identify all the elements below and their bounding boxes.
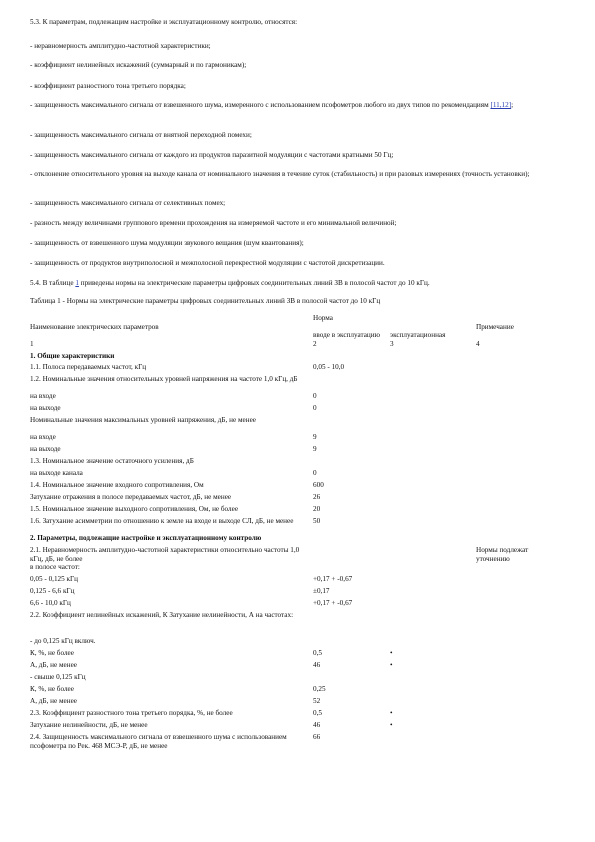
table-cell-c1: Затухание нелинейности, дБ, не менее [30, 721, 148, 729]
table-cell-c2: 9 [313, 433, 317, 441]
paragraph: - коэффициент разностного тона третьего порядка; [30, 82, 186, 90]
table-row [30, 416, 560, 433]
table-row [30, 637, 560, 649]
table-row [30, 721, 560, 733]
table-cell-c1: на входе [30, 433, 56, 441]
table-cell-c1: 1.2. Номинальные значения относительных уровней напряжения на частоте 1,0 кГц, дБ [30, 375, 298, 383]
col-number: 1 [30, 340, 34, 348]
table-cell-c1: 2.1. Неравномерность амплитудно-частотной характеристики относительно частоты 1,0 кГц, дБ, не более [30, 546, 300, 563]
table-cell-c2: 46 [313, 721, 321, 729]
table-row [30, 733, 560, 750]
paragraph: 5.3. К параметрам, подлежащим настройке и эксплуатационному контролю, относятся: [30, 18, 298, 26]
paragraph: - защищенность максимального сигнала от каждого из продуктов паразитной модуляции с частотами кратными 50 Гц; [30, 151, 394, 159]
table-row [30, 563, 560, 575]
header-commissioning: вводе в эксплуатацию [313, 331, 380, 339]
table-cell-c2: 52 [313, 697, 321, 705]
table-cell-c1: на выходе канала [30, 469, 83, 477]
table-row [30, 493, 560, 505]
table-row [30, 433, 560, 445]
header-norm: Норма [313, 314, 333, 322]
table-cell-c3: • [390, 709, 393, 717]
table-cell-c2: 46 [313, 661, 321, 669]
table-cell-c1: в полосе частот: [30, 563, 80, 571]
table-row [30, 517, 560, 534]
table-row [30, 534, 560, 546]
table-column-numbers [30, 340, 560, 352]
paragraph: - отклонение относительного уровня на выходе канала от номинального значения в течение суток (стабильность) и при разовых измерениях (точность установки); [30, 170, 530, 178]
table-cell-c1: А, дБ, не менее [30, 661, 77, 669]
paragraph: - разность между величинами группового времени прохождения на измеряемой частоте и его минимальной величиной; [30, 219, 397, 227]
col-number: 2 [313, 340, 317, 348]
table-cell-c2: 0,05 - 10,0 [313, 363, 345, 371]
table-cell-c1: на выходе [30, 445, 61, 453]
table-cell-c2: 0 [313, 392, 317, 400]
table-reference-link[interactable]: 1 [75, 279, 79, 287]
table-cell-c1: 1. Общие характеристики [30, 352, 115, 360]
table-cell-c1: 2.3. Коэффициент разностного тона третьего порядка, %, не более [30, 709, 233, 717]
header-param: Наименование электрических параметров [30, 323, 159, 331]
table-cell-c1: 1.6. Затухание асимметрии по отношению к земле на входе и выходе СЛ, дБ, не менее [30, 517, 294, 525]
paragraph: - защищенность от продуктов внутриполосной и межполосной перекрестной модуляции с частотой дискретизации. [30, 259, 385, 267]
table-cell-c1: 2.2. Коэффициент нелинейных искажений, К Затухание нелинейности, А на частотах: [30, 611, 294, 619]
table-row [30, 445, 560, 457]
table-row [30, 661, 560, 673]
table-row [30, 404, 560, 416]
table-cell-c1: Номинальные значения максимальных уровней напряжения, дБ, не менее [30, 416, 256, 424]
table-row [30, 575, 560, 587]
table-row [30, 481, 560, 493]
table-cell-c1: 2.4. Защищенность максимального сигнала от взвешенного шума с использованием псофометра по Рек. 468 МСЭ-Р, дБ, не менее [30, 733, 287, 750]
paragraph: 5.4. В таблице 1 приведены нормы на электрические параметры цифровых соединительных линий ЗВ в полосой частот до 10 кГц. [30, 279, 430, 287]
table-cell-c2: 0 [313, 404, 317, 412]
table-cell-c1: на выходе [30, 404, 61, 412]
table-cell-c2: 50 [313, 517, 321, 525]
table-cell-c1: - до 0,125 кГц включ. [30, 637, 96, 645]
paragraph: - защищенность максимального сигнала от взвешенного шума, измеренного с использованием псофометров любого из двух типов по рекомендациям [11,12]; [30, 101, 514, 109]
table-cell-c1: А, дБ, не менее [30, 697, 77, 705]
table-header-row [30, 314, 560, 340]
table-caption: Таблица 1 - Нормы на электрические параметры цифровых соединительных линий ЗВ в полосой частот до 10 кГц [30, 297, 381, 305]
table-row [30, 611, 560, 637]
table-cell-c2: +0,17 + -0,67 [313, 575, 353, 583]
table-row [30, 697, 560, 709]
table-cell-c1: 1.5. Номинальное значение выходного сопротивления, Ом, не более [30, 505, 239, 513]
table-cell-c1: 1.1. Полоса передаваемых частот, кГц [30, 363, 147, 371]
table-cell-c1: 0,125 - 6,6 кГц [30, 587, 75, 595]
table-cell-c2: 0,25 [313, 685, 326, 693]
table-cell-c1: К, %, не более [30, 649, 74, 657]
table-row [30, 546, 560, 563]
table-cell-c2: 0,5 [313, 709, 322, 717]
table-cell-c3: • [390, 649, 393, 657]
norms-table [30, 314, 560, 750]
paragraph: - защищенность максимального сигнала от внятной переходной помехи; [30, 131, 252, 139]
table-cell-c2: 9 [313, 445, 317, 453]
table-cell-c2: 26 [313, 493, 321, 501]
table-cell-c2: 66 [313, 733, 321, 741]
table-cell-c1: К, %, не более [30, 685, 74, 693]
table-row [30, 352, 560, 363]
table-row [30, 587, 560, 599]
table-cell-c1: 6,6 - 10,0 кГц [30, 599, 71, 607]
paragraph: - неравномерность амплитудно-частотной характеристики; [30, 42, 211, 50]
paragraph: - коэффициент нелинейных искажений (суммарный и по гармоникам); [30, 61, 247, 69]
header-operation: эксплуатационная [390, 331, 446, 339]
table-row [30, 375, 560, 392]
table-cell-c2: 0 [313, 469, 317, 477]
table-cell-c1: 0,05 - 0,125 кГц [30, 575, 79, 583]
table-row [30, 505, 560, 517]
table-row [30, 392, 560, 404]
paragraph: - защищенность максимального сигнала от селективных помех; [30, 199, 226, 207]
table-body [30, 352, 560, 750]
table-cell-c1: 1.3. Номинальное значение остаточного усиления, дБ [30, 457, 194, 465]
table-row [30, 457, 560, 469]
table-cell-c3: • [390, 721, 393, 729]
table-cell-c1: - свыше 0,125 кГц [30, 673, 86, 681]
paragraph: - защищенность от взвешенного шума модуляции звукового вещания (шум квантования); [30, 239, 304, 247]
table-row [30, 709, 560, 721]
col-number: 4 [476, 340, 480, 348]
table-cell-c3: • [390, 661, 393, 669]
header-note: Примечание [476, 323, 514, 331]
table-cell-c1: 1.4. Номинальное значение входного сопротивления, Ом [30, 481, 204, 489]
table-row [30, 685, 560, 697]
table-row [30, 649, 560, 661]
table-row [30, 673, 560, 685]
table-cell-c2: +0,17 + -0,67 [313, 599, 353, 607]
table-cell-c1: Затухание отражения в полосе передаваемых частот, дБ, не менее [30, 493, 232, 501]
table-cell-c1: 2. Параметры, подлежащие настройке и эксплуатационному контролю [30, 534, 262, 542]
table-cell-c4: Нормы подлежат уточнению [476, 546, 529, 563]
reference-link[interactable]: [11,12] [490, 101, 512, 109]
table-cell-c1: на входе [30, 392, 56, 400]
table-row [30, 363, 560, 375]
table-cell-c2: ±0,17 [313, 587, 330, 595]
table-cell-c2: 20 [313, 505, 321, 513]
table-cell-c2: 0,5 [313, 649, 322, 657]
table-row [30, 599, 560, 611]
table-row [30, 469, 560, 481]
col-number: 3 [390, 340, 394, 348]
table-cell-c2: 600 [313, 481, 324, 489]
